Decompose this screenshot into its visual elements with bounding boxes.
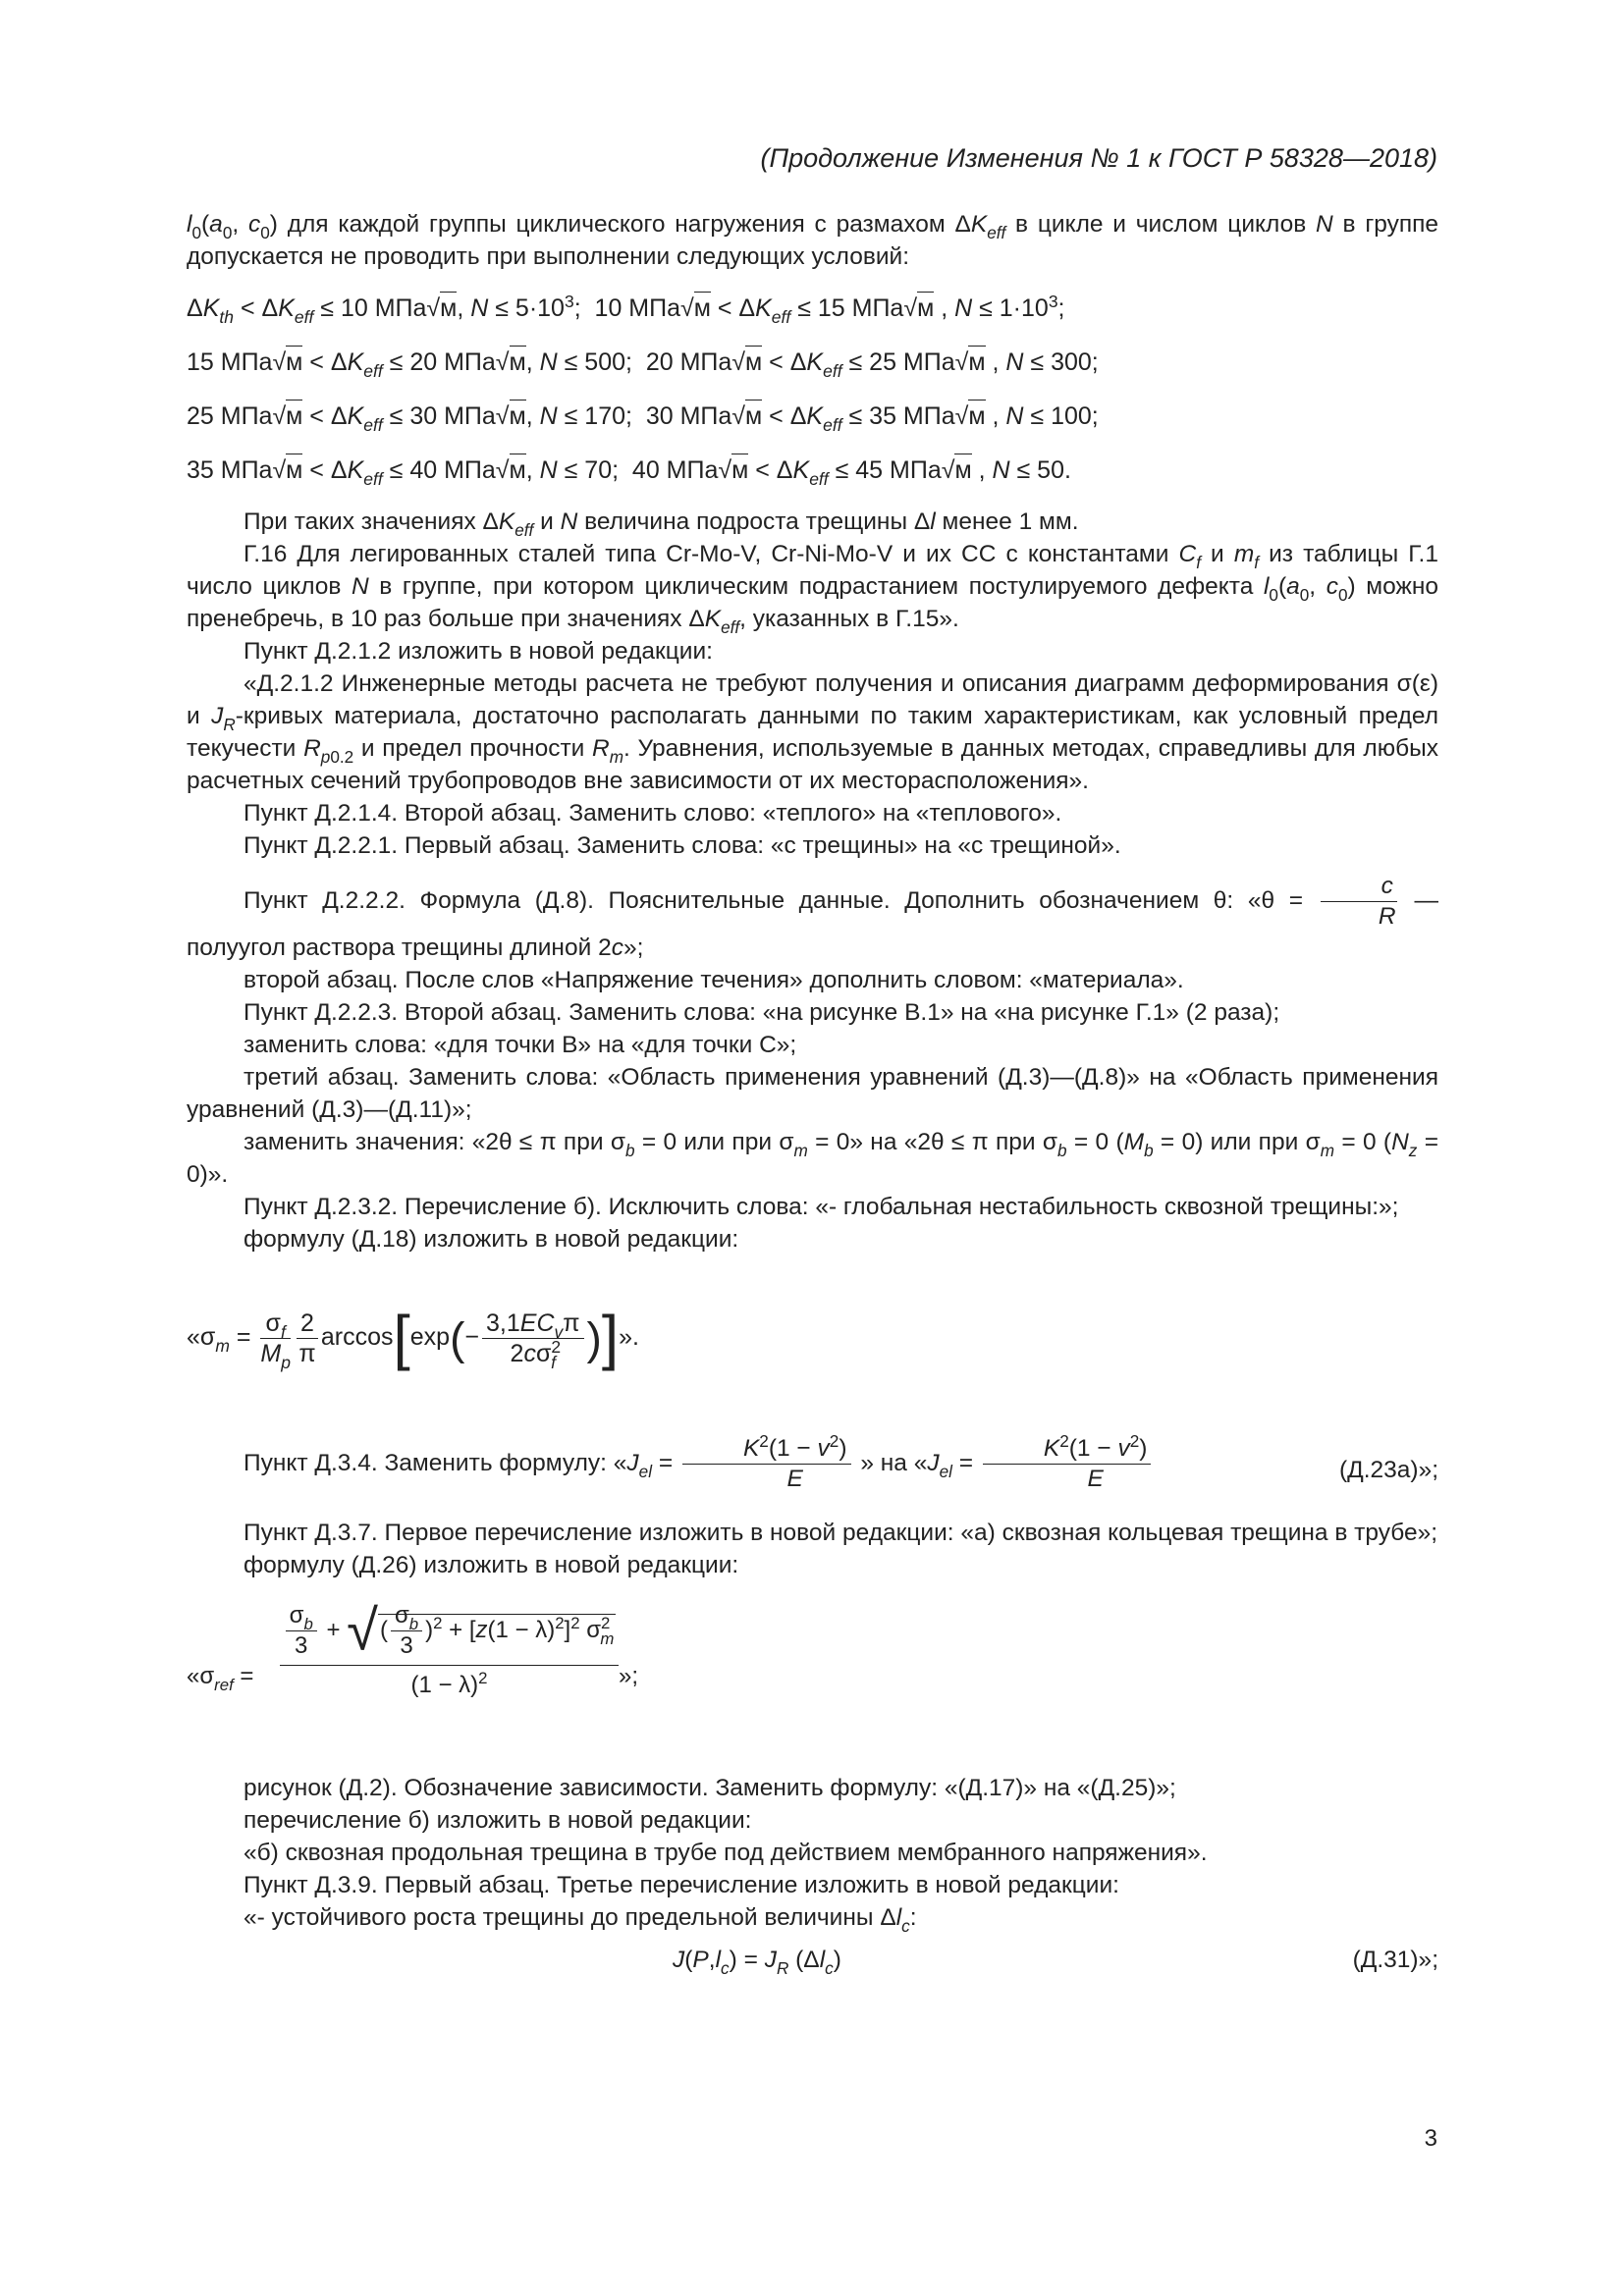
paragraph-figure-d2: рисунок (Д.2). Обозначение зависимости. Заменить формулу: «(Д.17)» на «(Д.25)»; (244, 1775, 1176, 1801)
paragraph-g16: Г.16 Для легированных сталей типа Cr-Mo-V, Cr-Ni-Mo-V и их СС с константами $C_f$ и $m_f$ из таблицы Г.1 число циклов N в группе, при котором циклическим подрастанием постулируемого дефекта $l_0(a_0$, $c_0$) можно пренебречь, в 10 раз больше при значениях $\Delta K_{eff}$, указанных в Г.15». (187, 541, 1438, 637)
paragraph-d212-title: Пункт Д.2.1.2 изложить в новой редакции: (244, 638, 713, 665)
paragraph-conditions-intro: $l_0(a_0$, $c_0$) для каждой группы циклического нагружения с размахом $\Delta K_{eff}$ в цикле и числом циклов N в группе допускается не проводить при выполнении следующих условий: (187, 211, 1439, 270)
paragraph-b-text: «б) сквозная продольная трещина в трубе под действием мембранного напряжения». (244, 1840, 1208, 1866)
paragraph-delta-values: При таких значениях $\Delta K_{eff}$ и N величина подроста трещины Δl менее 1 мм. (244, 508, 1079, 540)
paragraph-enum-b: перечисление б) изложить в новой редакции: (244, 1807, 752, 1834)
paragraph-stable-growth: «- устойчивого роста трещины до предельной величины $\Delta l_c$: (244, 1904, 917, 1936)
formula-d18: «$\sigma_m$ = $\frac{\sigma_f}{M_p}$ $\frac{2}{\pi}$ arccos[exp(− $\frac{3,1EC_v\pi}{2c\sigma^2_f}$ )]». (187, 1304, 639, 1372)
paragraph-d26-title: формулу (Д.26) изложить в новой редакции: (244, 1552, 739, 1578)
paragraph-d214: Пункт Д.2.1.4. Второй абзац. Заменить слово: «теплого» на «теплового». (244, 800, 1062, 827)
condition-line-3: 25 $МПа√м < \Delta K_{eff} \le 30$ МПа√м, N ≤ 170; 30 $МПа√м < \Delta K_{eff} \le 35$ МПа√м , N ≤ 100; (187, 402, 1099, 431)
paragraph-d232: Пункт Д.2.3.2. Перечисление б). Исключить слова: «- глобальная нестабильность сквозной трещины:»; (244, 1194, 1399, 1220)
paragraph-d34: Пункт Д.3.4. Заменить формулу: «$J_{el}$ = $\frac{K^2(1 - v^2)}{E}$ » на «$J_{el}$ = $\frac{K^2(1 - v^2)}{E}$ (Д.23а)»; (244, 1431, 1438, 1492)
equation-number-d31: (Д.31)»; (1352, 1947, 1438, 1973)
page-content (187, 208, 1438, 273)
paragraph-second-abzac: второй абзац. После слов «Напряжение течения» дополнить словом: «материала». (244, 967, 1184, 993)
body-text (187, 506, 1438, 1983)
formula-d26: «$\sigma_{ref}$ = $\frac{\sigma_b}{3}$ + √( $\frac{\sigma_b}{3}$ )$^2 + [z(1 - \lambda)^2]^2$ $\sigma^2_m$ $(1 - \lambda)^2$ »; (187, 1598, 639, 1698)
equation-number-d23a: (Д.23а)»; (1338, 1457, 1438, 1483)
paragraph-third-abzac: третий абзац. Заменить слова: «Область применения уравнений (Д.3)—(Д.8)» на «Область применения уравнений (Д.3)—(Д.11)»; (187, 1064, 1438, 1123)
condition-line-4: 35 $МПа√м < \Delta K_{eff} \le 40$ МПа√м, N ≤ 70; 40 $МПа√м < \Delta K_{eff} \le 45$ МПа√м , N ≤ 50. (187, 456, 1071, 485)
condition-line-2: 15 $МПа√м < \Delta K_{eff} \le 20$ МПа√м, N ≤ 500; 20 $МПа√м < \Delta K_{eff} \le 25$ МПа√м , N ≤ 300; (187, 348, 1099, 377)
page-number: 3 (1424, 2125, 1437, 2152)
paragraph-d39: Пункт Д.3.9. Первый абзац. Третье перечисление изложить в новой редакции: (244, 1872, 1119, 1898)
paragraph-replace-values: заменить значения: «2θ ≤ π при $\sigma_b = 0$ или при $\sigma_m = 0$» на «2θ ≤ π при $\sigma_b = 0$ $(M_b = 0)$ или при $\sigma_m = 0$ $(N_z = 0)$». (187, 1129, 1438, 1188)
paragraph-d37: Пункт Д.3.7. Первое перечисление изложить в новой редакции: «а) сквозная кольцевая трещина в трубе»; (244, 1520, 1438, 1546)
paragraph-d223: Пункт Д.2.2.3. Второй абзац. Заменить слова: «на рисунке В.1» на «на рисунке Г.1» (2 раза); (244, 999, 1280, 1026)
page-header: (Продолжение Изменения № 1 к ГОСТ Р 58328—2018) (760, 143, 1437, 173)
paragraph-d221: Пункт Д.2.2.1. Первый абзац. Заменить слова: «с трещины» на «с трещиной». (244, 832, 1121, 859)
condition-line-1: $\Delta K_{th} < \Delta K_{eff} \le 10$ МПа√м, $N \le 5\cdot 10^3$; 10 $МПа√м < \Delta K_{eff} \le 15$ МПа√м , $N \le 1\cdot 10^3$; (187, 292, 1065, 327)
fraction-c-over-r: $\frac{c}{R}$ (1321, 872, 1397, 932)
formula-d31: $J(P,l_c) = J_R$ $(\Delta l_c)$ (Д.31)»; (187, 1940, 1438, 1983)
paragraph-d222: Пункт Д.2.2.2. Формула (Д.8). Пояснительные данные. Дополнить обозначением θ: «θ = $\frac{c}{R}$ — полуугол раствора трещины длиной 2c»; (187, 873, 1438, 961)
paragraph-d18-title: формулу (Д.18) изложить в новой редакции: (244, 1226, 739, 1253)
paragraph-replace-point: заменить слова: «для точки В» на «для точки С»; (244, 1032, 797, 1058)
paragraph-d212-text: «Д.2.1.2 Инженерные методы расчета не требуют получения и описания диаграмм деформирования σ(ε) и $J_R$-кривых материала, достаточно располагать данными по таким характеристикам, как условный предел текучести $R_{p0.2}$ и предел прочности $R_m$. Уравнения, используемые в данных методах, справедливы для любых расчетных сечений трубопроводов вне зависимости от их месторасположения». (187, 670, 1438, 794)
